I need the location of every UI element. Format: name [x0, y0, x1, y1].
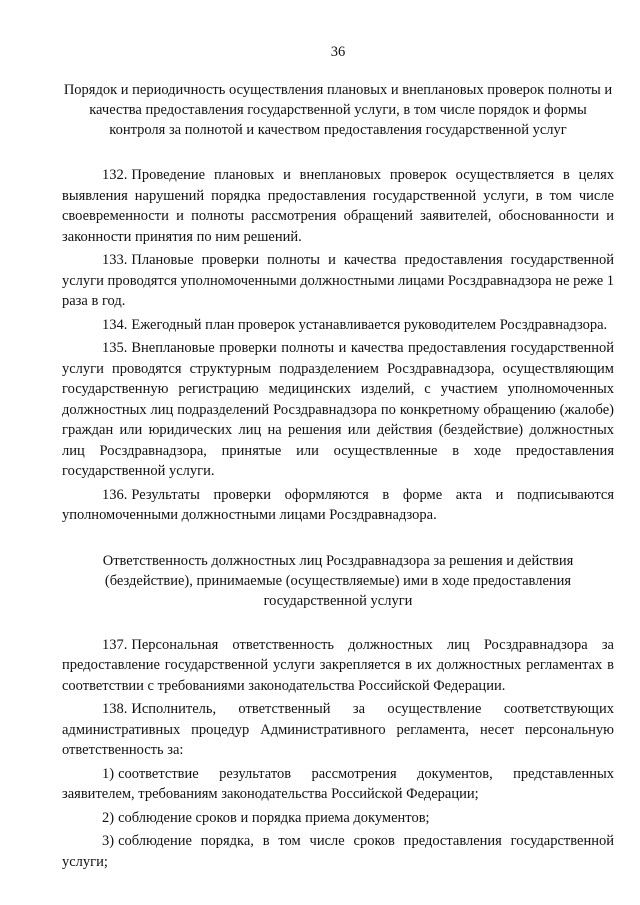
paragraph-text: Проведение плановых и внеплановых проверок осуществляется в целях выявления нарушений порядка предоставления государственной услуги, в том числе своевременности и полноты рассмотрения обращений заявителей, обоснованности и законности принятия по ним решений.	[62, 167, 614, 245]
paragraph-number: 138.	[102, 701, 128, 717]
paragraph-138	[62, 699, 614, 761]
paragraph-number: 135.	[102, 340, 128, 356]
paragraph-134	[62, 315, 614, 336]
list-item-text: соблюдение порядка, в том числе сроков предоставления государственной услуги;	[62, 833, 614, 870]
list-item-3	[62, 831, 614, 872]
list-item-number: 1)	[102, 765, 115, 782]
paragraph-136	[62, 485, 614, 526]
list-item-text: соблюдение сроков и порядка приема документов;	[118, 809, 430, 826]
list-item-number: 2)	[102, 809, 115, 826]
paragraph-text: Плановые проверки полноты и качества предоставления государственной услуги проводятся уполномоченными должностными лицами Росздравнадзора не реже 1 раза в год.	[62, 252, 615, 309]
paragraph-text: Персональная ответственность должностных лиц Росздравнадзора за предоставление государственной услуги закрепляется в их должностных регламентах в соответствии с требованиями законодательства Российской Федерации.	[62, 636, 614, 694]
list-item-text: соответствие результатов рассмотрения документов, представленных заявителем, требованиям законодательства Российской Федерации;	[62, 765, 614, 802]
paragraph-132	[62, 165, 614, 247]
paragraph-number: 132.	[102, 167, 128, 183]
list-item-1	[62, 764, 614, 805]
paragraph-number: 134.	[102, 316, 128, 333]
section-heading-inspections: Порядок и периодичность осуществления плановых и внеплановых проверок полноты и качества предоставления государственной услуги, в том числе порядок и формы контроля за полнотой и качеством предоставления государственной услуг	[63, 82, 613, 138]
paragraph-number: 137.	[102, 636, 128, 653]
paragraph-text: Ежегодный план проверок устанавливается руководителем Росздравнадзора.	[131, 316, 608, 333]
page-number: 36	[330, 44, 346, 60]
paragraph-number: 136.	[102, 486, 128, 503]
section-heading-responsibility: Ответственность должностных лиц Росздравнадзора за решения и действия (бездействие), принимаемые (осуществляемые) ими в ходе предоставления государственной услуги	[102, 552, 574, 609]
list-item-2	[62, 808, 614, 829]
paragraph-135	[62, 338, 614, 482]
paragraph-133	[62, 250, 614, 312]
list-item-number: 3)	[102, 833, 115, 849]
paragraph-text: Результаты проверки оформляются в форме акта и подписываются уполномоченными должностными лицами Росздравнадзора.	[62, 486, 614, 523]
paragraph-137	[62, 635, 614, 697]
paragraph-text: Исполнитель, ответственный за осуществление соответствующих административных процедур Административного регламента, несет персональную ответственность за:	[62, 701, 614, 758]
paragraph-text: Внеплановые проверки полноты и качества предоставления государственной услуги проводятся структурным подразделением Росздравнадзора, осуществляющим государственную регистрацию медицинских изделий, с участием уполномоченных должностных лиц подразделений Росздравнадзора по конкретному обращению (жалобе) граждан или юридических лиц на решения или действия (бездействие) должностных лиц Росздравнадзора, принятые или осуществленные в ходе предоставления государственной услуги.	[62, 340, 614, 479]
paragraph-number: 133.	[102, 252, 128, 268]
